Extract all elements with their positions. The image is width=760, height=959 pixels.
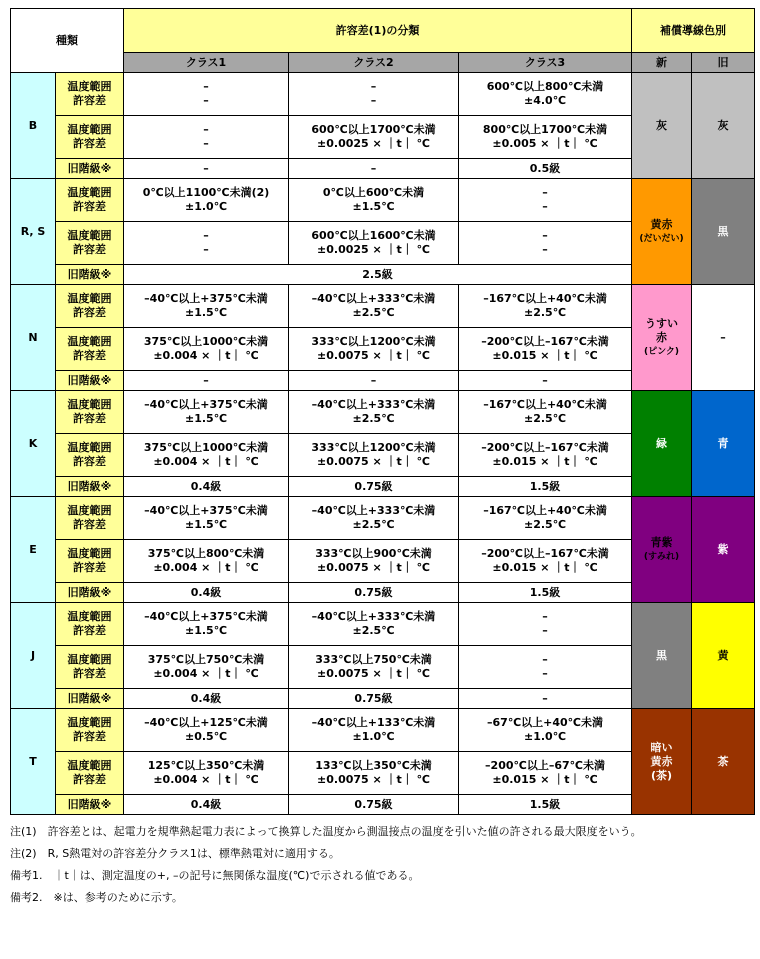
row-label-old-grade: 旧階級※ [56,583,124,603]
row-label-old-grade: 旧階級※ [56,159,124,179]
row-label-range-tolerance: 温度範囲 許容差 [56,73,124,116]
tolerance-cell: –67℃以上+40℃未満 ±1.0℃ [459,709,632,752]
wire-color-new [632,709,692,815]
old-grade-cell: 0.75級 [289,477,459,497]
tolerance-cell: 333℃以上1200℃未満 ±0.0075 × ｜t｜ ℃ [289,328,459,371]
tolerance-cell: –200℃以上–167℃未満 ±0.015 × ｜t｜ ℃ [459,434,632,477]
tolerance-cell: 375℃以上750℃未満 ±0.004 × ｜t｜ ℃ [124,646,289,689]
wire-color-old: 黄 [692,603,755,709]
wire-color-new [632,179,692,285]
tolerance-cell: –167℃以上+40℃未満 ±2.5℃ [459,391,632,434]
wire-color-new [632,603,692,709]
wire-color-new-label: 青紫 [650,535,673,549]
old-grade-cell: 0.4級 [124,583,289,603]
wire-color-new [632,285,692,391]
tolerance-cell: 333℃以上900℃未満 ±0.0075 × ｜t｜ ℃ [289,540,459,583]
wire-color-new [632,497,692,603]
footnote: 注(1) 許容差とは、起電力を規準熱起電力表によって換算した温度から測温接点の温度を引いた値の許される最大限度をいう。 [10,825,642,838]
tolerance-cell: –200℃以上–167℃未満 ±0.015 × ｜t｜ ℃ [459,540,632,583]
wire-color-old: 紫 [692,497,755,603]
wire-color-new-sub: (ピンク) [643,346,680,357]
type-header: 種類 [11,9,124,73]
tolerance-cell: 375℃以上1000℃未満 ±0.004 × ｜t｜ ℃ [124,328,289,371]
wire-new-header: 新 [632,53,692,73]
tolerance-cell: 600℃以上800℃未満 ±4.0℃ [459,73,632,116]
row-label-range-tolerance: 温度範囲 許容差 [56,222,124,265]
tolerance-cell: 375℃以上800℃未満 ±0.004 × ｜t｜ ℃ [124,540,289,583]
row-label-old-grade: 旧階級※ [56,371,124,391]
tolerance-cell: –40℃以上+333℃未満 ±2.5℃ [289,285,459,328]
class1-header: クラス1 [124,53,289,73]
wire-color-new-label: 暗い 黄赤 (茶) [650,740,673,782]
tolerance-cell: – – [124,116,289,159]
tolerance-cell: – – [459,646,632,689]
wire-color-old: 灰 [692,73,755,179]
row-label-old-grade: 旧階級※ [56,265,124,285]
old-grade-cell: 1.5級 [459,583,632,603]
tolerance-cell: – – [124,73,289,116]
row-label-old-grade: 旧階級※ [56,689,124,709]
old-grade-cell: 0.75級 [289,689,459,709]
row-label-range-tolerance: 温度範囲 許容差 [56,328,124,371]
wire-color-old: 青 [692,391,755,497]
tolerance-cell: –167℃以上+40℃未満 ±2.5℃ [459,497,632,540]
thermocouple-type: K [11,391,56,497]
tolerance-cell: –40℃以上+375℃未満 ±1.5℃ [124,285,289,328]
table-row [11,391,755,434]
wire-color-new-sub: (だいだい) [639,233,684,244]
tolerance-cell: –200℃以上–167℃未満 ±0.015 × ｜t｜ ℃ [459,328,632,371]
tolerance-cell: – – [459,179,632,222]
tolerance-cell: 800℃以上1700℃未満 ±0.005 × ｜t｜ ℃ [459,116,632,159]
wire-color-new-label: 黒 [656,648,668,662]
row-label-range-tolerance: 温度範囲 許容差 [56,497,124,540]
tolerance-cell: –40℃以上+375℃未満 ±1.5℃ [124,603,289,646]
row-label-range-tolerance: 温度範囲 許容差 [56,116,124,159]
wire-color-new-label: 緑 [656,436,668,450]
wire-color-new-sub: (すみれ) [643,551,680,562]
tolerance-cell: –200℃以上–67℃未満 ±0.015 × ｜t｜ ℃ [459,752,632,795]
thermocouple-type: T [11,709,56,815]
tolerance-cell: 0℃以上1100℃未満(2) ±1.0℃ [124,179,289,222]
wire-color-old: 茶 [692,709,755,815]
tolerance-cell: 600℃以上1600℃未満 ±0.0025 × ｜t｜ ℃ [289,222,459,265]
row-label-range-tolerance: 温度範囲 許容差 [56,179,124,222]
tolerance-cell: – – [459,603,632,646]
row-label-range-tolerance: 温度範囲 許容差 [56,752,124,795]
old-grade-cell: 0.4級 [124,795,289,815]
class3-header: クラス3 [459,53,632,73]
tolerance-header: 許容差(1)の分類 [124,9,632,53]
row-label-range-tolerance: 温度範囲 許容差 [56,434,124,477]
table-row [11,73,755,116]
tolerance-cell: –40℃以上+125℃未満 ±0.5℃ [124,709,289,752]
row-label-range-tolerance: 温度範囲 許容差 [56,603,124,646]
tolerance-table [10,8,755,815]
thermocouple-tolerance-figure [10,8,754,909]
tolerance-cell: 333℃以上750℃未満 ±0.0075 × ｜t｜ ℃ [289,646,459,689]
row-label-range-tolerance: 温度範囲 許容差 [56,646,124,689]
tolerance-cell: –167℃以上+40℃未満 ±2.5℃ [459,285,632,328]
wire-color-new-label: うすい 赤 [645,316,679,344]
thermocouple-type: R, S [11,179,56,285]
table-row [11,179,755,222]
footnote: 備考1. ｜t｜は、測定温度の+, –の記号に無関係な温度(℃)で示される値である。 [10,869,420,882]
footnotes [10,821,754,909]
tolerance-cell: 333℃以上1200℃未満 ±0.0075 × ｜t｜ ℃ [289,434,459,477]
wire-old-header: 旧 [692,53,755,73]
old-grade-cell: 1.5級 [459,795,632,815]
tolerance-cell: – – [289,73,459,116]
footnote: 備考2. ※は、参考のために示す。 [10,891,183,904]
tolerance-cell: –40℃以上+375℃未満 ±1.5℃ [124,497,289,540]
tolerance-cell: – – [459,222,632,265]
tolerance-cell: 375℃以上1000℃未満 ±0.004 × ｜t｜ ℃ [124,434,289,477]
footnote: 注(2) R, S熱電対の許容差分クラス1は、標準熱電対に適用する。 [10,847,340,860]
wire-color-old: – [692,285,755,391]
thermocouple-type: N [11,285,56,391]
row-label-old-grade: 旧階級※ [56,477,124,497]
old-grade-cell: – [459,371,632,391]
tolerance-cell: 125℃以上350℃未満 ±0.004 × ｜t｜ ℃ [124,752,289,795]
old-grade-cell: 0.75級 [289,795,459,815]
tolerance-cell: 600℃以上1700℃未満 ±0.0025 × ｜t｜ ℃ [289,116,459,159]
wire-color-new-label: 灰 [656,118,668,132]
old-grade-cell: 0.5級 [459,159,632,179]
wire-color-old: 黒 [692,179,755,285]
wire-color-header: 補償導線色別 [632,9,755,53]
thermocouple-type: E [11,497,56,603]
old-grade-cell: – [459,689,632,709]
tolerance-cell: – – [124,222,289,265]
tolerance-cell: 133℃以上350℃未満 ±0.0075 × ｜t｜ ℃ [289,752,459,795]
table-row [11,709,755,752]
row-label-old-grade: 旧階級※ [56,795,124,815]
row-label-range-tolerance: 温度範囲 許容差 [56,391,124,434]
old-grade-cell: – [289,371,459,391]
old-grade-cell: 0.4級 [124,689,289,709]
row-label-range-tolerance: 温度範囲 許容差 [56,709,124,752]
old-grade-cell: 0.75級 [289,583,459,603]
table-row [11,285,755,328]
tolerance-cell: –40℃以上+333℃未満 ±2.5℃ [289,497,459,540]
tolerance-cell: –40℃以上+375℃未満 ±1.5℃ [124,391,289,434]
class2-header: クラス2 [289,53,459,73]
old-grade-cell: – [289,159,459,179]
old-grade-cell: 1.5級 [459,477,632,497]
row-label-range-tolerance: 温度範囲 許容差 [56,540,124,583]
wire-color-new [632,73,692,179]
tolerance-cell: –40℃以上+333℃未満 ±2.5℃ [289,603,459,646]
thermocouple-type: B [11,73,56,179]
old-grade-cell: 2.5級 [124,265,632,285]
table-row [11,497,755,540]
old-grade-cell: – [124,159,289,179]
wire-color-new [632,391,692,497]
thermocouple-type: J [11,603,56,709]
wire-color-new-label: 黄赤 [650,217,673,231]
tolerance-cell: –40℃以上+333℃未満 ±2.5℃ [289,391,459,434]
old-grade-cell: 0.4級 [124,477,289,497]
table-row [11,603,755,646]
old-grade-cell: – [124,371,289,391]
row-label-range-tolerance: 温度範囲 許容差 [56,285,124,328]
tolerance-cell: 0℃以上600℃未満 ±1.5℃ [289,179,459,222]
tolerance-cell: –40℃以上+133℃未満 ±1.0℃ [289,709,459,752]
